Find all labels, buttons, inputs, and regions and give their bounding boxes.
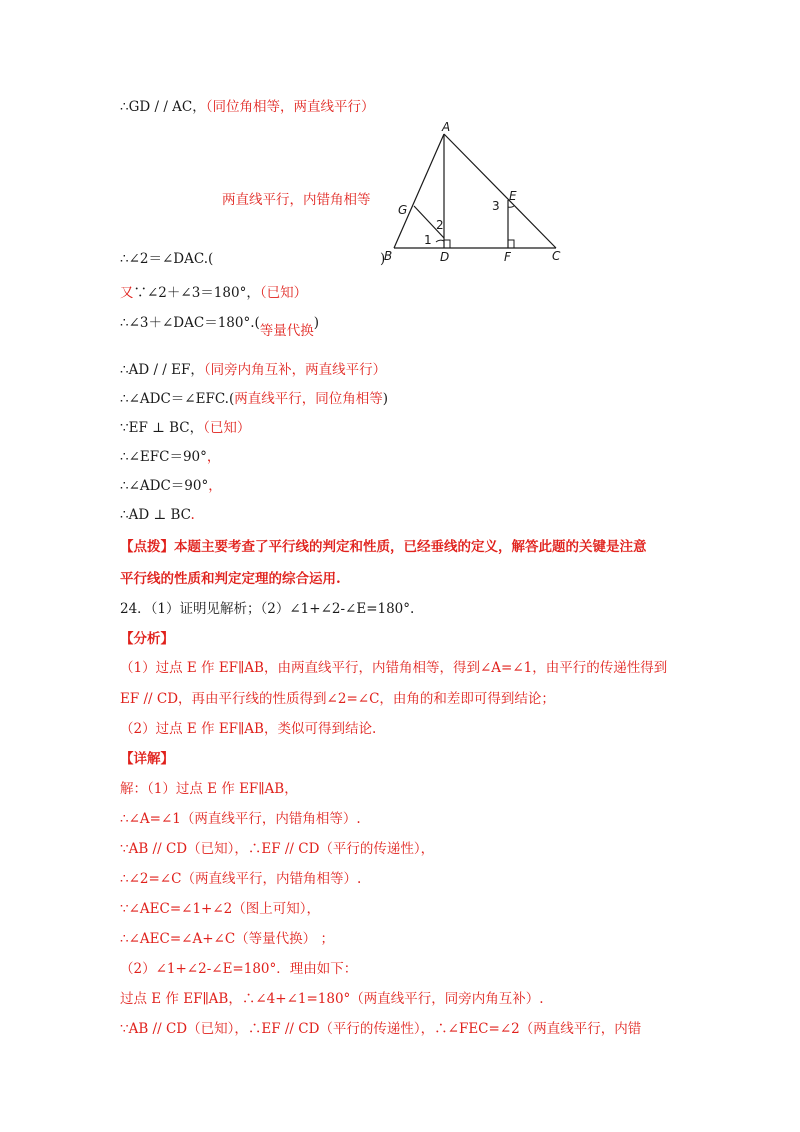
proof-line-efc-90: ∴∠EFC＝90°，	[120, 449, 221, 465]
point-label-a: A	[442, 120, 451, 134]
proof-line-adc-eq-efc: ∴∠ADC＝∠EFC.(两直线平行，同位角相等)	[120, 391, 389, 407]
angle-label-3: 3	[492, 199, 500, 213]
proof-line-ad-parallel-ef: ∴AD / / EF，（同旁内角互补，两直线平行）	[120, 362, 387, 378]
detail-line6: ∴∠AEC=∠A+∠C（等量代换） ；	[120, 931, 334, 947]
analysis-line3: （2）过点 E 作 EF∥AB，类似可得到结论.	[120, 721, 377, 737]
proof-line-ef-perp-bc: ∵EF ⊥ BC，（已知）	[120, 420, 251, 436]
detail-line2: ∴∠A=∠1（两直线平行，内错角相等）.	[120, 811, 361, 827]
angle-arc-1	[436, 240, 444, 242]
tip-paragraph-line2: 平行线的性质和判定定理的综合运用.	[120, 571, 341, 587]
point-label-g: G	[398, 203, 408, 217]
tip-paragraph-line1: 【点拨】本题主要考查了平行线的判定和性质，已经垂线的定义，解答此题的关键是注意	[120, 539, 647, 555]
reason-label-alternate-angles: 两直线平行，内错角相等	[222, 192, 371, 208]
angle-arc-3	[508, 206, 514, 207]
proof-line-angle2-eq-dac: ∴∠2＝∠DAC.(	[120, 251, 214, 267]
point-label-d: D	[440, 250, 450, 264]
angle-label-1: 1	[424, 233, 432, 247]
point-label-c: C	[552, 249, 561, 263]
analysis-line2: EF // CD，再由平行线的性质得到∠2=∠C，由角的和差即可得到结论；	[120, 691, 555, 707]
detail-line7: （2）∠1+∠2-∠E=180°．理由如下：	[120, 961, 358, 977]
right-angle-mark-d	[444, 240, 450, 248]
geometry-figure-triangle	[380, 120, 580, 270]
proof-line-gd-parallel-ac: ∴GD / / AC，（同位角相等，两直线平行）	[120, 99, 375, 115]
section-heading-analysis: 【分析】	[120, 631, 174, 647]
detail-line5: ∵∠AEC=∠1+∠2（图上可知），	[120, 901, 321, 917]
point-label-e: E	[509, 189, 517, 203]
proof-line-angle3-plus-dac: ∴∠3＋∠DAC＝180°.(等量代换)	[120, 315, 320, 339]
section-heading-detail: 【详解】	[120, 751, 174, 767]
proof-line-angle2-close: )	[380, 251, 386, 267]
right-angle-mark-f	[508, 240, 514, 248]
detail-line9: ∵AB // CD（已知），∴EF // CD（平行的传递性），∴∠FEC=∠2（两直线平行，内错	[120, 1021, 642, 1037]
proof-line-adc-90: ∴∠ADC＝90°，	[120, 478, 222, 494]
analysis-line1: （1）过点 E 作 EF∥AB，由两直线平行，内错角相等，得到∠A=∠1，由平行的传递性得到	[120, 660, 668, 676]
proof-line-ad-perp-bc: ∴AD ⊥ BC.	[120, 507, 195, 523]
angle-label-2: 2	[436, 218, 444, 232]
point-label-b: B	[384, 249, 393, 263]
detail-line1: 解：（1）过点 E 作 EF∥AB，	[120, 781, 298, 797]
proof-line-angle2-plus-angle3: 又∵∠2＋∠3＝180°，（已知）	[120, 285, 308, 301]
detail-line3: ∵AB // CD（已知），∴EF // CD（平行的传递性），	[120, 841, 435, 857]
detail-line4: ∴∠2=∠C（两直线平行，内错角相等）.	[120, 871, 362, 887]
question-24-answer: 24．（1）证明见解析；（2）∠1+∠2-∠E=180°.	[120, 601, 415, 617]
side-ac	[444, 134, 556, 248]
detail-line8: 过点 E 作 EF∥AB，∴∠4+∠1=180°（两直线平行，同旁内角互补）.	[120, 991, 544, 1007]
point-label-f: F	[504, 250, 511, 264]
